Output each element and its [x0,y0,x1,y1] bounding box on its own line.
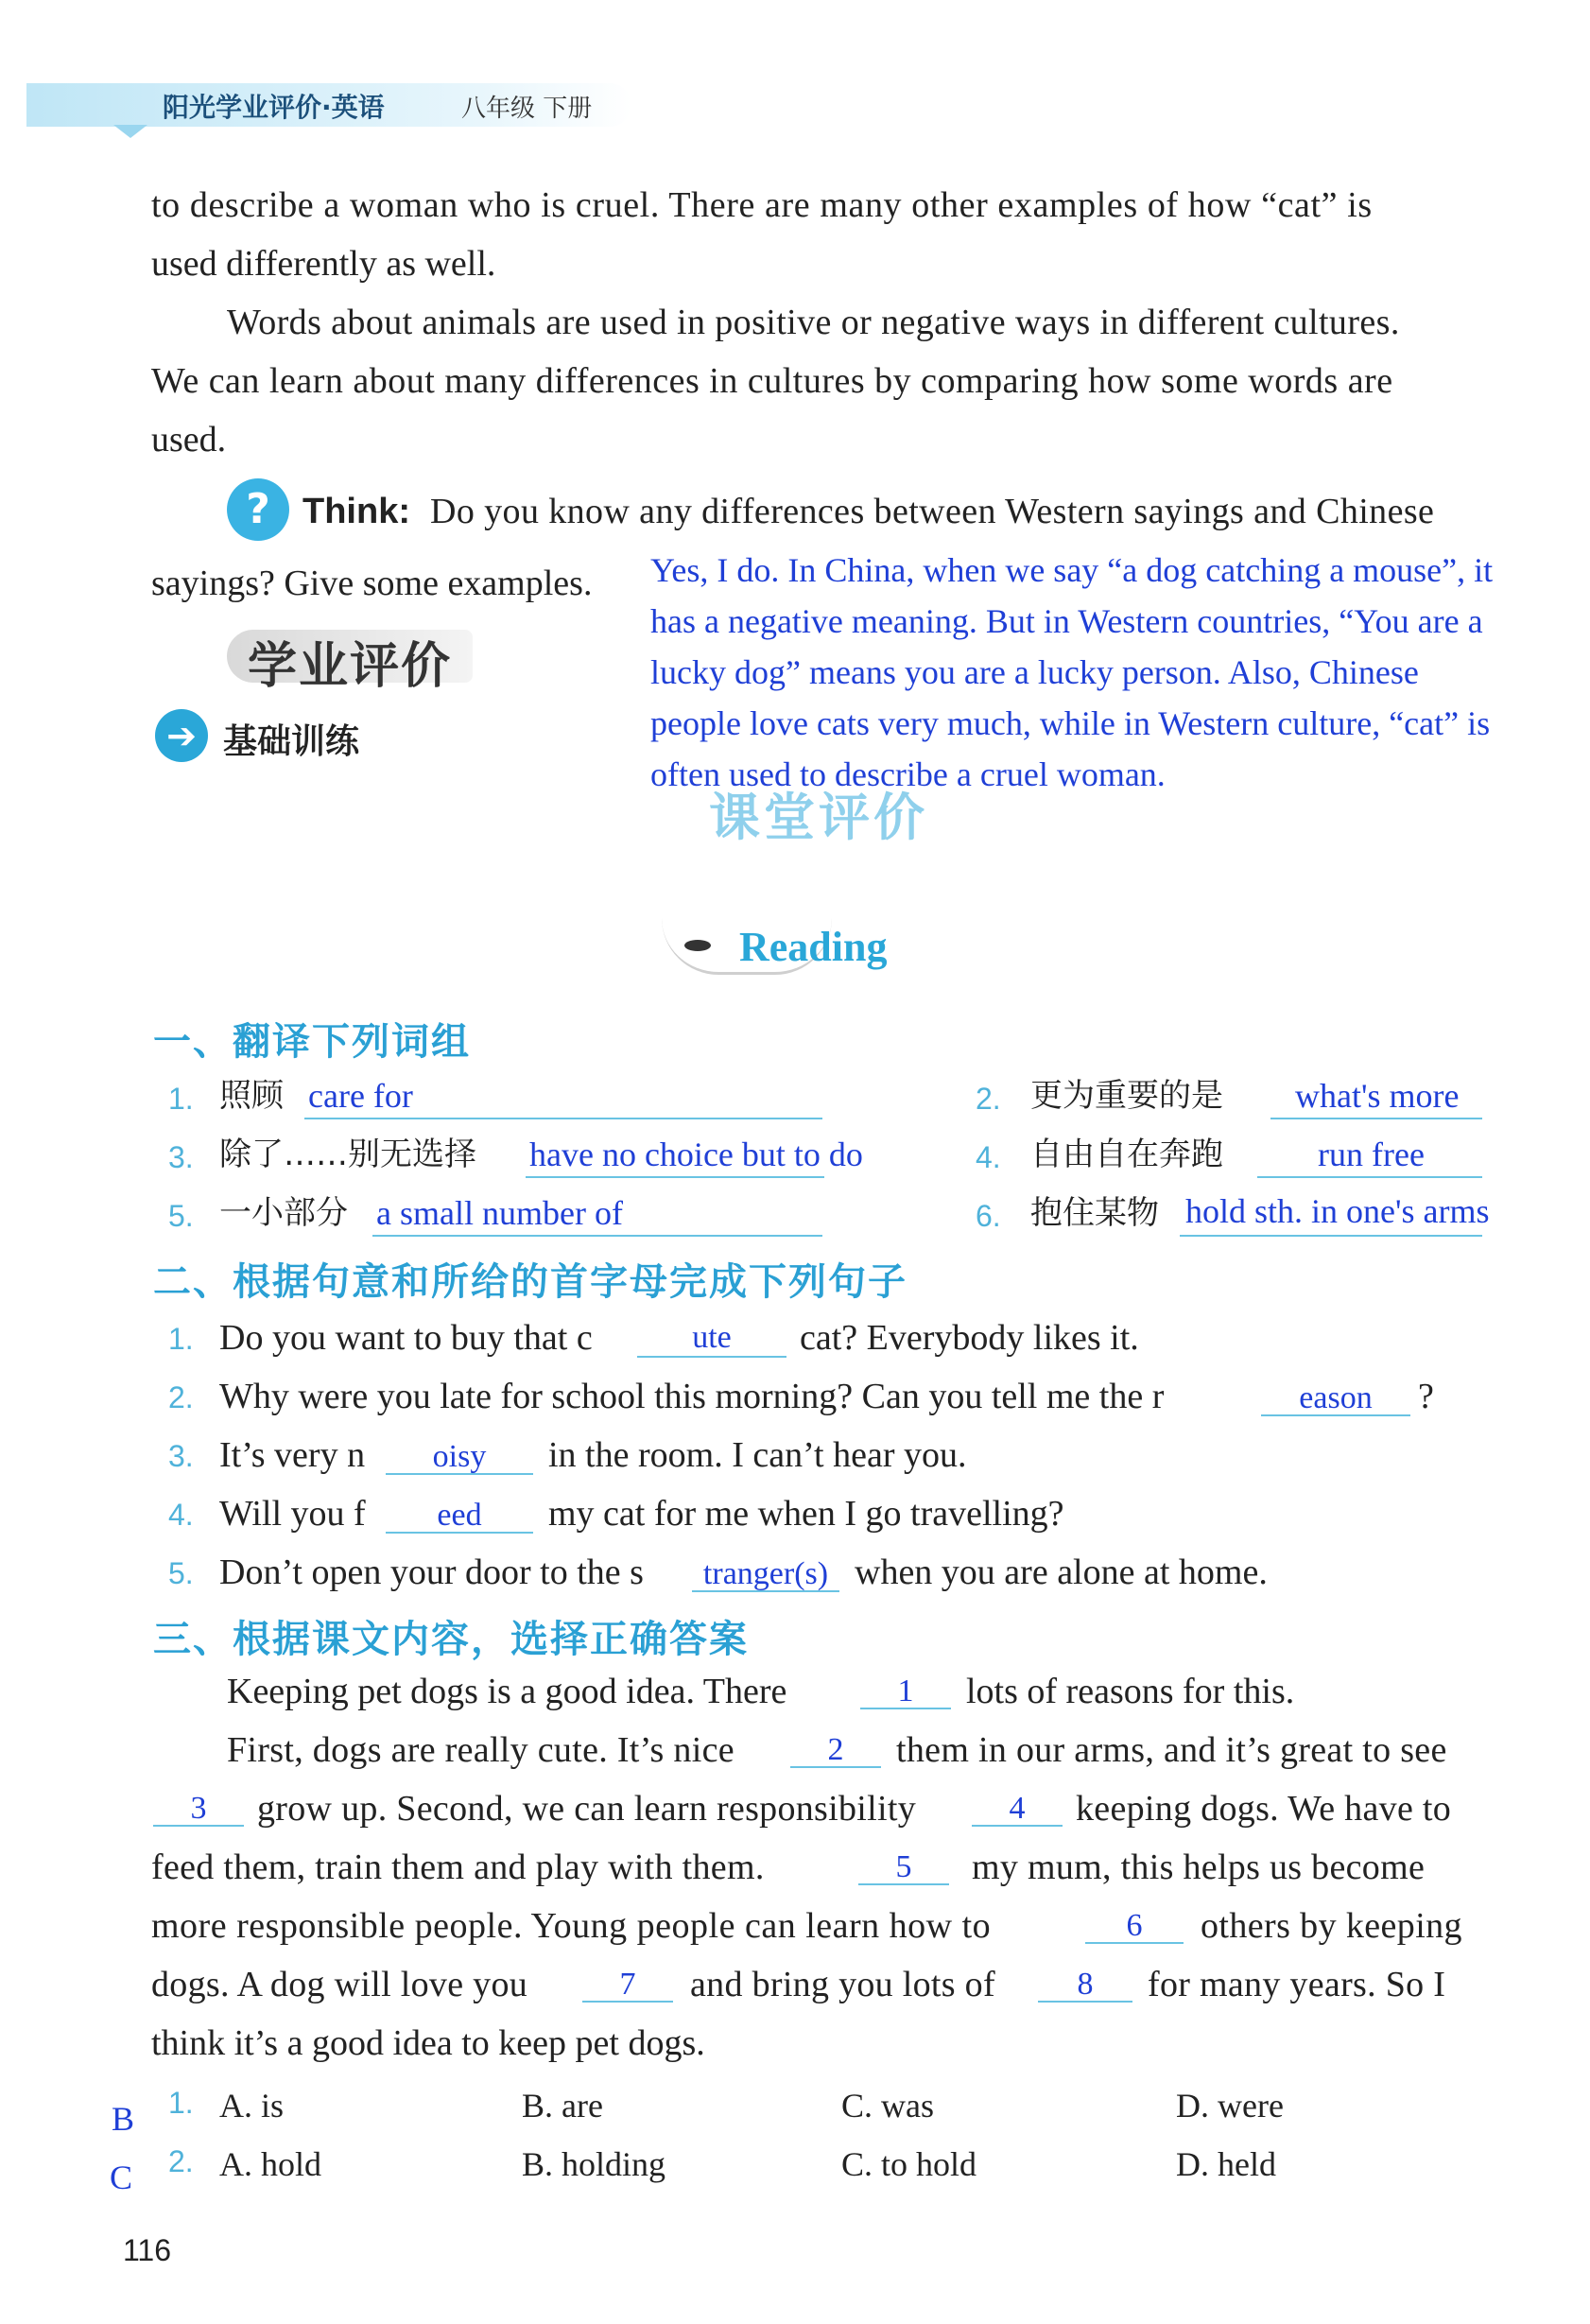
passage-line: used. [151,420,227,460]
s1-blank [526,1176,824,1178]
cloze-blank-number: 4 [1009,1791,1026,1826]
header-series: 阳光学业评价·英语 [163,92,385,123]
answer-mark: C [110,2159,133,2196]
header-grade: 八年级 下册 [461,95,593,123]
section2-title: 二、根据句意和所给的首字母完成下列句子 [153,1260,907,1304]
header-accent [113,125,147,138]
cloze-blank-number: 3 [190,1791,207,1826]
s2-num: 3. [168,1439,194,1473]
s1-num: 5. [168,1199,194,1233]
cloze-blank-number: 8 [1077,1967,1094,2002]
cloze-text: and bring you lots of [690,1965,995,2004]
cloze-text: others by keeping [1201,1906,1462,1946]
think-question: Do you know any differences between Western sayings and Chinese [430,492,1435,531]
arrow-icon: ➔ [155,709,208,762]
mc-num: 2. [168,2144,194,2178]
cloze-text: for many years. So I [1148,1965,1446,2004]
mc-option[interactable]: B. are [522,2087,603,2125]
s2-text: It’s very n [219,1435,366,1475]
s2-answer: oisy [432,1439,487,1474]
ketang-title: 课堂评价 [709,788,928,847]
s1-cn: 一小部分 [219,1194,348,1232]
s2-text: in the room. I can’t hear you. [548,1435,967,1475]
section1-title: 一、翻译下列词组 [153,1020,471,1064]
s1-cn: 抱住某物 [1030,1194,1159,1232]
s1-cn: 自由自在奔跑 [1030,1136,1223,1173]
s2-num: 1. [168,1322,194,1356]
cloze-blank-number: 1 [897,1674,914,1708]
mc-option[interactable]: A. hold [219,2145,321,2183]
s1-answer: care for [308,1077,413,1115]
passage-line: Words about animals are used in positive or negative ways in different cultures. [227,303,1400,342]
s2-text: when you are alone at home. [855,1552,1268,1592]
mc-option[interactable]: C. was [841,2087,934,2125]
passage-line: to describe a woman who is cruel. There are many other examples of how “cat” is [151,185,1373,225]
jichu-label: 基础训练 [223,722,360,761]
s1-answer: hold sth. in one's arms [1185,1192,1490,1230]
passage-line: used differently as well. [151,244,496,284]
s1-num: 6. [976,1199,1001,1233]
s1-answer: run free [1318,1136,1425,1173]
cloze-text: think it’s a good idea to keep pet dogs. [151,2023,705,2063]
reading-title: Reading [739,924,888,970]
s2-num: 4. [168,1498,194,1532]
cloze-text: more responsible people. Young people can learn how to [151,1906,992,1946]
s2-text: Will you f [219,1494,366,1534]
page-number: 116 [123,2233,172,2267]
s2-text: Do you want to buy that c [219,1318,593,1358]
answer-mark: B [112,2100,135,2138]
s1-blank [1180,1235,1482,1237]
mc-num: 1. [168,2086,194,2120]
answer-line: Yes, I do. In China, when we say “a dog catching a mouse”, it [650,551,1494,589]
cloze-blank-number: 5 [895,1849,912,1884]
s2-text: cat? Everybody likes it. [800,1318,1139,1358]
s1-num: 3. [168,1140,194,1174]
cloze-text: feed them, train them and play with them. [151,1847,765,1887]
think-question: sayings? Give some examples. [151,564,593,603]
cloze-blank-number: 6 [1126,1908,1143,1943]
s1-cn: 除了……别无选择 [219,1136,476,1173]
s1-cn: 更为重要的是 [1030,1077,1223,1115]
s2-answer: ute [692,1320,732,1355]
s2-text: Why were you late for school this morning? Can you tell me the r [219,1377,1165,1416]
s1-answer: have no choice but to do [529,1136,863,1173]
cloze-text: them in our arms, and it’s great to see [896,1730,1447,1770]
s1-blank [1257,1176,1482,1178]
cloze-blank-number: 7 [619,1967,636,2002]
s2-blank [637,1356,786,1358]
mc-option[interactable]: D. held [1176,2145,1276,2183]
cloze-text: keeping dogs. We have to [1076,1789,1452,1829]
s1-blank [372,1235,822,1237]
cloze-text: lots of reasons for this. [966,1672,1295,1711]
cloze-text: dogs. A dog will love you [151,1965,528,2004]
s2-answer: eason [1299,1380,1373,1415]
s1-answer: what's more [1295,1077,1460,1115]
s1-num: 2. [976,1082,1001,1116]
xueye-badge: 学业评价 [248,638,453,695]
s2-text: my cat for me when I go travelling? [548,1494,1064,1534]
mc-option[interactable]: D. were [1176,2087,1284,2125]
s1-cn: 照顾 [219,1077,284,1115]
section3-title: 三、根据课文内容，选择正确答案 [153,1618,749,1661]
s1-num: 1. [168,1082,194,1116]
answer-line: people love cats very much, while in Western culture, “cat” is [650,704,1491,742]
mc-option[interactable]: A. is [219,2087,285,2125]
s2-answer: eed [437,1498,482,1533]
s2-num: 2. [168,1380,194,1414]
s1-num: 4. [976,1140,1001,1174]
mc-option[interactable]: B. holding [522,2145,666,2183]
answer-line: has a negative meaning. But in Western countries, “You are a [650,602,1483,640]
cloze-text: grow up. Second, we can learn responsibility [257,1789,917,1829]
cloze-text: First, dogs are really cute. It’s nice [227,1730,735,1770]
s1-blank [304,1118,822,1119]
think-label: Think: [302,492,410,531]
s2-text: Don’t open your door to the s [219,1552,644,1592]
answer-line: often used to describe a cruel woman. [650,755,1166,793]
cloze-text: Keeping pet dogs is a good idea. There [227,1672,787,1711]
passage-line: We can learn about many differences in cultures by comparing how some words are [151,361,1393,401]
cloze-blank-number: 2 [827,1732,844,1767]
cloze-text: my mum, this helps us become [972,1847,1426,1887]
s2-text: ? [1418,1377,1434,1416]
s2-num: 5. [168,1556,194,1590]
mc-option[interactable]: C. to hold [841,2145,977,2183]
think-icon: ? [227,478,289,541]
s1-answer: a small number of [376,1194,623,1232]
s1-blank [1270,1118,1482,1119]
answer-line: lucky dog” means you are a lucky person. Also, Chinese [650,653,1419,691]
reading-dot-icon [684,940,711,951]
s2-answer: tranger(s) [702,1556,829,1591]
